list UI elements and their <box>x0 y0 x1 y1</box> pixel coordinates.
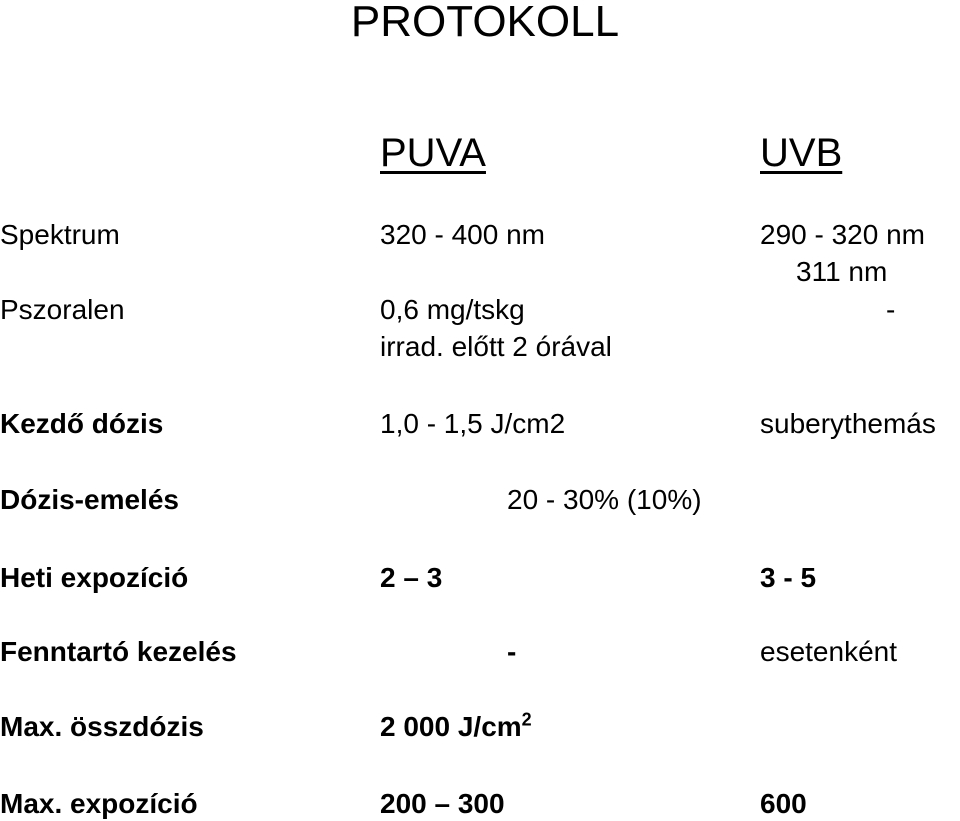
row-label-max-osszdozis: Max. összdózis <box>0 711 204 742</box>
heti-expozicio-puva-value: 2 – 3 <box>380 562 443 593</box>
spektrum-uvb-value: 290 - 320 nm <box>760 219 925 250</box>
column-header-uvb: UVB <box>760 131 843 175</box>
kezdo-dozis-uvb-value: suberythemás <box>760 408 936 439</box>
dozis-emeles-shared-value: 20 - 30% (10%) <box>507 484 702 515</box>
max-osszdozis-puva-value <box>380 709 532 742</box>
max-expozicio-puva-value: 200 – 300 <box>380 788 505 819</box>
pszoralen-puva-extra: irrad. előtt 2 órával <box>380 331 612 362</box>
fenntarto-puva-value: - <box>507 636 517 667</box>
row-label-dozis-emeles: Dózis-emelés <box>0 484 179 515</box>
column-header-puva: PUVA <box>380 131 486 175</box>
pszoralen-uvb-value: - <box>886 294 896 325</box>
max-osszdozis-superscript: 2 <box>521 709 532 730</box>
heti-expozicio-uvb-value: 3 - 5 <box>760 562 817 593</box>
page-title: PROTOKOLL <box>350 0 620 46</box>
row-label-max-expozicio: Max. expozíció <box>0 788 198 819</box>
spektrum-uvb-extra: 311 nm <box>796 256 888 287</box>
max-osszdozis-value-text: 2 000 J/cm <box>380 711 522 742</box>
max-expozicio-uvb-value: 600 <box>760 788 807 819</box>
fenntarto-uvb-value: esetenként <box>760 636 897 667</box>
row-label-pszoralen: Pszoralen <box>0 294 125 325</box>
spektrum-puva-value: 320 - 400 nm <box>380 219 545 250</box>
kezdo-dozis-puva-value: 1,0 - 1,5 J/cm2 <box>380 408 566 439</box>
row-label-kezdo-dozis: Kezdő dózis <box>0 408 164 439</box>
pszoralen-puva-value: 0,6 mg/tskg <box>380 294 525 325</box>
row-label-fenntarto-kezeles: Fenntartó kezelés <box>0 636 237 667</box>
row-label-spektrum: Spektrum <box>0 219 120 250</box>
row-label-heti-expozicio: Heti expozíció <box>0 562 189 593</box>
